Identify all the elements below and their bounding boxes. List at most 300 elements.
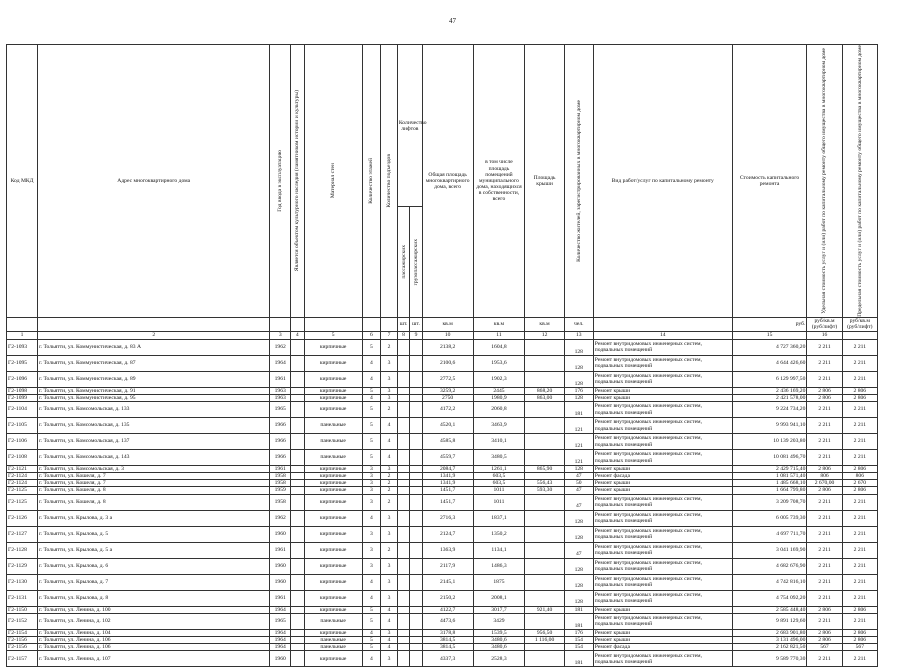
cell-elev-cargo bbox=[410, 480, 422, 487]
cell-walls: кирпичные bbox=[304, 606, 362, 613]
cell-entrances: 2 bbox=[381, 494, 398, 510]
header-roof-area: Площадь крыши bbox=[533, 174, 556, 187]
cell-residents: 181 bbox=[564, 651, 593, 667]
table-row bbox=[7, 558, 878, 574]
cell-year: 1964 bbox=[270, 644, 291, 651]
cell-unit-cost: 2 670,00 bbox=[807, 480, 842, 487]
cell-roof-area bbox=[525, 371, 564, 387]
cell-unit-cost: 2 211 bbox=[807, 613, 842, 629]
table-row bbox=[7, 355, 878, 371]
cell-code: Г2-1106 bbox=[7, 434, 38, 450]
cell-walls: панельные bbox=[304, 450, 362, 466]
header-entrances: Количество подъездов bbox=[386, 154, 392, 208]
cell-residents: 128 bbox=[564, 526, 593, 542]
cell-address: г. Тольятти, ул. Коммунистическая, д. 91 bbox=[38, 387, 270, 394]
cell-max-cost: 2 211 bbox=[842, 402, 877, 418]
cell-residents: 47 bbox=[564, 542, 593, 558]
cell-elev-cargo bbox=[410, 394, 422, 401]
cell-floors: 4 bbox=[362, 510, 381, 526]
cell-elev-pass bbox=[397, 402, 409, 418]
cell-year: 1959 bbox=[270, 487, 291, 494]
cell-unit-cost: 2 806 bbox=[807, 387, 842, 394]
cell-max-cost: 2 211 bbox=[842, 355, 877, 371]
cell-work-type: Ремонт внутридомовых инженерных систем, подвальных помещений bbox=[593, 574, 732, 590]
cell-cost: 3 209 708,70 bbox=[732, 494, 807, 510]
cell-heritage bbox=[291, 636, 304, 643]
cell-year: 1966 bbox=[270, 418, 291, 434]
cell-elev-pass bbox=[397, 644, 409, 651]
table-row bbox=[7, 402, 878, 418]
cell-heritage bbox=[291, 339, 304, 355]
cell-work-type: Ремонт крыши bbox=[593, 487, 732, 494]
col-num: 8 bbox=[397, 331, 409, 339]
col-num: 9 bbox=[410, 331, 422, 339]
cell-unit-cost: 806 bbox=[807, 473, 842, 480]
cell-floors: 5 bbox=[362, 418, 381, 434]
cell-roof-area bbox=[525, 402, 564, 418]
cell-area-total: 4122,7 bbox=[422, 606, 473, 613]
cell-unit-cost: 2 211 bbox=[807, 510, 842, 526]
cell-walls: кирпичные bbox=[304, 371, 362, 387]
cell-area-municipal: 3463,9 bbox=[473, 418, 525, 434]
col-num: 12 bbox=[525, 331, 564, 339]
cell-address: г. Тольятти, ул. Кошеля, д. 7 bbox=[38, 473, 270, 480]
cell-code: Г2-1126 bbox=[7, 510, 38, 526]
cell-roof-area bbox=[525, 339, 564, 355]
cell-roof-area: 868,20 bbox=[525, 387, 564, 394]
cell-residents: 128 bbox=[564, 558, 593, 574]
header-code: Код МКД bbox=[10, 177, 34, 184]
cell-area-total: 2772,5 bbox=[422, 371, 473, 387]
cell-code: Г2-1127 bbox=[7, 526, 38, 542]
cell-floors: 5 bbox=[362, 636, 381, 643]
cell-code: Г2-1105 bbox=[7, 418, 38, 434]
cell-area-municipal: 1539,5 bbox=[473, 629, 525, 636]
cell-work-type: Ремонт фасада bbox=[593, 644, 732, 651]
cell-address: г. Тольятти, ул. Коммунистическая, д. 83 А bbox=[38, 339, 270, 355]
cell-floors: 3 bbox=[362, 480, 381, 487]
cell-walls: панельные bbox=[304, 636, 362, 643]
table-header bbox=[7, 45, 878, 340]
cell-work-type: Ремонт крыши bbox=[593, 387, 732, 394]
cell-year: 1963 bbox=[270, 387, 291, 394]
cell-floors: 3 bbox=[362, 473, 381, 480]
cell-max-cost: 2 211 bbox=[842, 339, 877, 355]
cell-elev-pass bbox=[397, 387, 409, 394]
cell-code: Г2-1130 bbox=[7, 574, 38, 590]
cell-work-type: Ремонт внутридомовых инженерных систем, подвальных помещений bbox=[593, 355, 732, 371]
cell-cost: 9 224 734,20 bbox=[732, 402, 807, 418]
cell-heritage bbox=[291, 629, 304, 636]
cell-work-type: Ремонт крыши bbox=[593, 636, 732, 643]
header-year: Год ввода в эксплуатацию bbox=[277, 150, 284, 212]
cell-residents: 47 bbox=[564, 473, 593, 480]
col-num: 3 bbox=[270, 331, 291, 339]
cell-residents: 128 bbox=[564, 590, 593, 606]
cell-work-type: Ремонт крыши bbox=[593, 629, 732, 636]
cell-floors: 5 bbox=[362, 450, 381, 466]
cell-heritage bbox=[291, 371, 304, 387]
cell-heritage bbox=[291, 574, 304, 590]
unit-elev-pass: шт. bbox=[397, 317, 409, 331]
cell-address: г. Тольятти, ул. Ленина, д. 100 bbox=[38, 606, 270, 613]
cell-max-cost: 2 211 bbox=[842, 434, 877, 450]
cell-floors: 5 bbox=[362, 402, 381, 418]
cell-roof-area bbox=[525, 542, 564, 558]
cell-floors: 5 bbox=[362, 339, 381, 355]
header-work-type: Вид работ/услуг по капитальному ремонту bbox=[611, 177, 714, 184]
cell-unit-cost: 2 211 bbox=[807, 651, 842, 667]
cell-floors: 4 bbox=[362, 590, 381, 606]
cell-unit-cost: 2 211 bbox=[807, 574, 842, 590]
cell-address: г. Тольятти, ул. Ленина, д. 102 bbox=[38, 613, 270, 629]
cell-area-total: 2150,2 bbox=[422, 590, 473, 606]
cell-roof-area: 921,40 bbox=[525, 606, 564, 613]
cell-entrances: 2 bbox=[381, 480, 398, 487]
cell-roof-area bbox=[525, 558, 564, 574]
cell-area-municipal: 1875 bbox=[473, 574, 525, 590]
cell-area-total: 4473,6 bbox=[422, 613, 473, 629]
cell-year: 1966 bbox=[270, 450, 291, 466]
cell-heritage bbox=[291, 644, 304, 651]
cell-roof-area bbox=[525, 434, 564, 450]
col-num: 1 bbox=[7, 331, 38, 339]
cell-unit-cost: 2 211 bbox=[807, 434, 842, 450]
unit-roof-area: кв.м bbox=[525, 317, 564, 331]
cell-year: 1962 bbox=[270, 510, 291, 526]
column-number-row bbox=[7, 331, 878, 339]
cell-elev-pass bbox=[397, 339, 409, 355]
cell-roof-area bbox=[525, 590, 564, 606]
col-num: 16 bbox=[807, 331, 842, 339]
col-num: 15 bbox=[732, 331, 807, 339]
cell-heritage bbox=[291, 494, 304, 510]
cell-floors: 5 bbox=[362, 644, 381, 651]
table-row bbox=[7, 651, 878, 667]
header-elevators: Количество лифтов bbox=[398, 119, 427, 132]
cell-entrances: 3 bbox=[381, 526, 398, 542]
cell-elev-cargo bbox=[410, 590, 422, 606]
cell-elev-pass bbox=[397, 487, 409, 494]
cell-roof-area: 593,30 bbox=[525, 487, 564, 494]
cell-cost: 4 682 676,90 bbox=[732, 558, 807, 574]
cell-area-municipal: 603,5 bbox=[473, 480, 525, 487]
cell-roof-area bbox=[525, 494, 564, 510]
cell-work-type: Ремонт внутридомовых инженерных систем, подвальных помещений bbox=[593, 402, 732, 418]
cell-code: Г2-1095 bbox=[7, 355, 38, 371]
cell-code: Г2-1099 bbox=[7, 394, 38, 401]
cell-work-type: Ремонт внутридомовых инженерных систем, подвальных помещений bbox=[593, 613, 732, 629]
cell-area-total: 4520,1 bbox=[422, 418, 473, 434]
cell-heritage bbox=[291, 418, 304, 434]
cell-elev-cargo bbox=[410, 387, 422, 394]
cell-roof-area bbox=[525, 473, 564, 480]
cell-area-total: 3814,5 bbox=[422, 636, 473, 643]
cell-elev-pass bbox=[397, 466, 409, 473]
cell-cost: 9 891 129,60 bbox=[732, 613, 807, 629]
cell-entrances: 3 bbox=[381, 651, 398, 667]
cell-residents: 121 bbox=[564, 418, 593, 434]
cell-roof-area bbox=[525, 450, 564, 466]
header-elev-cargo: грузопассажирских bbox=[412, 238, 419, 286]
cell-cost: 3 131 496,00 bbox=[732, 636, 807, 643]
cell-cost: 9 589 770,30 bbox=[732, 651, 807, 667]
header-floors: Количество этажей bbox=[368, 157, 375, 204]
cell-area-municipal: 1011 bbox=[473, 487, 525, 494]
cell-unit-cost: 2 211 bbox=[807, 339, 842, 355]
cell-year: 1958 bbox=[270, 480, 291, 487]
cell-max-cost: 2 806 bbox=[842, 606, 877, 613]
cell-area-municipal: 1902,3 bbox=[473, 371, 525, 387]
header-elev-pass: пассажирских bbox=[400, 245, 407, 279]
cell-work-type: Ремонт внутридомовых инженерных систем, подвальных помещений bbox=[593, 526, 732, 542]
table-row bbox=[7, 339, 878, 355]
cell-walls: кирпичные bbox=[304, 387, 362, 394]
cell-roof-area: 865,90 bbox=[525, 466, 564, 473]
cell-max-cost: 806 bbox=[842, 473, 877, 480]
cell-area-total: 2145,1 bbox=[422, 574, 473, 590]
cell-elev-cargo bbox=[410, 473, 422, 480]
table-row bbox=[7, 466, 878, 473]
cell-entrances: 3 bbox=[381, 629, 398, 636]
cell-max-cost: 2 806 bbox=[842, 487, 877, 494]
cell-walls: кирпичные bbox=[304, 510, 362, 526]
cell-unit-cost: 2 211 bbox=[807, 494, 842, 510]
cell-area-total: 2716,3 bbox=[422, 510, 473, 526]
table-row bbox=[7, 542, 878, 558]
cell-max-cost: 2 211 bbox=[842, 510, 877, 526]
cell-floors: 4 bbox=[362, 629, 381, 636]
cell-year: 1966 bbox=[270, 434, 291, 450]
cell-entrances: 3 bbox=[381, 574, 398, 590]
cell-residents: 128 bbox=[564, 466, 593, 473]
cell-year: 1958 bbox=[270, 473, 291, 480]
cell-code: Г2-1098 bbox=[7, 387, 38, 394]
cell-area-municipal: 2008,1 bbox=[473, 590, 525, 606]
table-row bbox=[7, 644, 878, 651]
table-row bbox=[7, 387, 878, 394]
cell-roof-area: 1 116,00 bbox=[525, 636, 564, 643]
cell-walls: кирпичные bbox=[304, 494, 362, 510]
cell-walls: кирпичные bbox=[304, 526, 362, 542]
cell-elev-cargo bbox=[410, 418, 422, 434]
cell-roof-area bbox=[525, 510, 564, 526]
cell-residents: 128 bbox=[564, 394, 593, 401]
cell-work-type: Ремонт фасада bbox=[593, 473, 732, 480]
cell-code: Г2-1156 bbox=[7, 636, 38, 643]
cell-area-municipal: 603,5 bbox=[473, 473, 525, 480]
cell-entrances: 2 bbox=[381, 542, 398, 558]
cell-residents: 176 bbox=[564, 629, 593, 636]
table-row bbox=[7, 606, 878, 613]
col-num: 7 bbox=[381, 331, 398, 339]
cell-max-cost: 2 211 bbox=[842, 558, 877, 574]
cell-unit-cost: 2 211 bbox=[807, 355, 842, 371]
cell-residents: 154 bbox=[564, 636, 593, 643]
cell-address: г. Тольятти, ул. Ленина, д. 107 bbox=[38, 651, 270, 667]
col-num: 14 bbox=[593, 331, 732, 339]
cell-area-total: 2117,9 bbox=[422, 558, 473, 574]
header-area-municipal: в том числе площадь помещений муниципального дома, находящихся в собственности, всего bbox=[476, 159, 522, 203]
cell-entrances: 4 bbox=[381, 450, 398, 466]
cell-elev-cargo bbox=[410, 644, 422, 651]
col-num: 2 bbox=[38, 331, 270, 339]
header-max-cost: Предельная стоимость услуг и (или) работ по капитальному ремонту общего имущества в многоквартирном доме bbox=[856, 45, 863, 317]
cell-max-cost: 2 211 bbox=[842, 526, 877, 542]
header-address: Адрес многоквартирного дома bbox=[117, 177, 191, 184]
cell-roof-area bbox=[525, 574, 564, 590]
cell-residents: 181 bbox=[564, 402, 593, 418]
cell-entrances: 3 bbox=[381, 355, 398, 371]
cell-heritage bbox=[291, 466, 304, 473]
cell-floors: 3 bbox=[362, 526, 381, 542]
cell-entrances: 3 bbox=[381, 510, 398, 526]
cell-elev-pass bbox=[397, 636, 409, 643]
cell-unit-cost: 2 211 bbox=[807, 371, 842, 387]
page-number: 47 bbox=[449, 17, 456, 25]
cell-walls: панельные bbox=[304, 613, 362, 629]
cell-residents: 154 bbox=[564, 644, 593, 651]
cell-entrances: 3 bbox=[381, 387, 398, 394]
cell-address: г. Тольятти, ул. Кошеля, д. 7 bbox=[38, 480, 270, 487]
cell-floors: 3 bbox=[362, 466, 381, 473]
cell-area-total: 1451,7 bbox=[422, 487, 473, 494]
cell-area-total: 1341,9 bbox=[422, 473, 473, 480]
cell-residents: 50 bbox=[564, 480, 593, 487]
table-row bbox=[7, 480, 878, 487]
cell-unit-cost: 2 806 bbox=[807, 466, 842, 473]
cell-year: 1961 bbox=[270, 371, 291, 387]
cell-area-total: 1363,9 bbox=[422, 542, 473, 558]
table-row bbox=[7, 526, 878, 542]
cell-entrances: 3 bbox=[381, 590, 398, 606]
cell-address: г. Тольятти, ул. Крылова, д. 5 bbox=[38, 526, 270, 542]
cell-unit-cost: 2 806 bbox=[807, 606, 842, 613]
cell-walls: кирпичные bbox=[304, 339, 362, 355]
table-row bbox=[7, 371, 878, 387]
cell-elev-pass bbox=[397, 394, 409, 401]
cell-roof-area bbox=[525, 644, 564, 651]
cell-code: Г2-1124 bbox=[7, 480, 38, 487]
cell-year: 1964 bbox=[270, 636, 291, 643]
cell-area-total: 3259,2 bbox=[422, 387, 473, 394]
cell-address: г. Тольятти, ул. Ленина, д. 104 bbox=[38, 629, 270, 636]
cell-year: 1960 bbox=[270, 558, 291, 574]
cell-elev-pass bbox=[397, 473, 409, 480]
cell-area-total: 2084,7 bbox=[422, 466, 473, 473]
cell-walls: кирпичные bbox=[304, 574, 362, 590]
cell-floors: 3 bbox=[362, 487, 381, 494]
table-row bbox=[7, 473, 878, 480]
cell-walls: кирпичные bbox=[304, 629, 362, 636]
cell-floors: 5 bbox=[362, 613, 381, 629]
cell-year: 1964 bbox=[270, 355, 291, 371]
cell-elev-pass bbox=[397, 418, 409, 434]
cell-area-total: 2100,6 bbox=[422, 355, 473, 371]
cell-code: Г2-1150 bbox=[7, 606, 38, 613]
table-row bbox=[7, 590, 878, 606]
cell-address: г. Тольятти, ул. Ленина, д. 106 bbox=[38, 644, 270, 651]
unit-cost: руб. bbox=[732, 317, 807, 331]
cell-elev-pass bbox=[397, 355, 409, 371]
cell-area-municipal: 2445 bbox=[473, 387, 525, 394]
cell-unit-cost: 2 211 bbox=[807, 526, 842, 542]
col-num: 6 bbox=[362, 331, 381, 339]
cell-elev-pass bbox=[397, 450, 409, 466]
cell-residents: 128 bbox=[564, 574, 593, 590]
cell-heritage bbox=[291, 651, 304, 667]
cell-address: г. Тольятти, ул. Комсомольская, д. 133 bbox=[38, 402, 270, 418]
cell-cost: 1 664 799,80 bbox=[732, 487, 807, 494]
cell-area-municipal: 3429 bbox=[473, 613, 525, 629]
cell-max-cost: 2 211 bbox=[842, 418, 877, 434]
cell-unit-cost: 2 211 bbox=[807, 450, 842, 466]
table-row bbox=[7, 629, 878, 636]
cell-cost: 6 129 997,50 bbox=[732, 371, 807, 387]
cell-heritage bbox=[291, 394, 304, 401]
cell-code: Г2-1093 bbox=[7, 339, 38, 355]
cell-year: 1961 bbox=[270, 590, 291, 606]
cell-unit-cost: 2 806 bbox=[807, 636, 842, 643]
cell-area-total: 4172,2 bbox=[422, 402, 473, 418]
cell-cost: 2 683 901,80 bbox=[732, 629, 807, 636]
cell-cost: 9 993 941,10 bbox=[732, 418, 807, 434]
cell-unit-cost: 2 211 bbox=[807, 542, 842, 558]
cell-code: Г2-1157 bbox=[7, 651, 38, 667]
cell-year: 1961 bbox=[270, 466, 291, 473]
cell-walls: кирпичные bbox=[304, 355, 362, 371]
cell-elev-cargo bbox=[410, 542, 422, 558]
cell-residents: 128 bbox=[564, 371, 593, 387]
cell-elev-pass bbox=[397, 434, 409, 450]
cell-area-municipal: 1011 bbox=[473, 494, 525, 510]
cell-address: г. Тольятти, ул. Комсомольская, д. 143 bbox=[38, 450, 270, 466]
cell-roof-area: 556,43 bbox=[525, 480, 564, 487]
cell-elev-cargo bbox=[410, 526, 422, 542]
cell-walls: панельные bbox=[304, 644, 362, 651]
cell-unit-cost: 2 806 bbox=[807, 487, 842, 494]
cell-walls: кирпичные bbox=[304, 558, 362, 574]
cell-cost: 4 742 816,10 bbox=[732, 574, 807, 590]
cell-elev-cargo bbox=[410, 450, 422, 466]
cell-elev-cargo bbox=[410, 629, 422, 636]
table-row bbox=[7, 394, 878, 401]
cell-floors: 3 bbox=[362, 494, 381, 510]
cell-max-cost: 567 bbox=[842, 644, 877, 651]
cell-work-type: Ремонт крыши bbox=[593, 394, 732, 401]
cell-walls: кирпичные bbox=[304, 590, 362, 606]
cell-area-municipal: 2060,8 bbox=[473, 402, 525, 418]
cell-elev-pass bbox=[397, 651, 409, 667]
header-unit-cost: Удельная стоимость услуг и (или) работ по капитальному ремонту общего имущества в многоквартирном доме bbox=[821, 48, 828, 314]
header-area-total: Общая площадь многоквартирного дома, всего bbox=[425, 171, 470, 190]
cell-entrances: 2 bbox=[381, 339, 398, 355]
cell-entrances: 2 bbox=[381, 487, 398, 494]
cell-cost: 1 485 668,10 bbox=[732, 480, 807, 487]
table-row bbox=[7, 418, 878, 434]
cell-area-municipal: 1837,1 bbox=[473, 510, 525, 526]
cell-area-municipal: 1134,1 bbox=[473, 542, 525, 558]
cell-address: г. Тольятти, ул. Крылова, д. 8 bbox=[38, 590, 270, 606]
cell-address: г. Тольятти, ул. Крылова, д. 6 bbox=[38, 558, 270, 574]
cell-area-total: 4585,8 bbox=[422, 434, 473, 450]
cell-address: г. Тольятти, ул. Коммунистическая, д. 89 bbox=[38, 371, 270, 387]
cell-residents: 121 bbox=[564, 434, 593, 450]
cell-heritage bbox=[291, 480, 304, 487]
unit-unit-cost: руб/кв.м (руб/лифт) bbox=[807, 317, 842, 331]
cell-year: 1960 bbox=[270, 574, 291, 590]
cell-unit-cost: 2 806 bbox=[807, 394, 842, 401]
